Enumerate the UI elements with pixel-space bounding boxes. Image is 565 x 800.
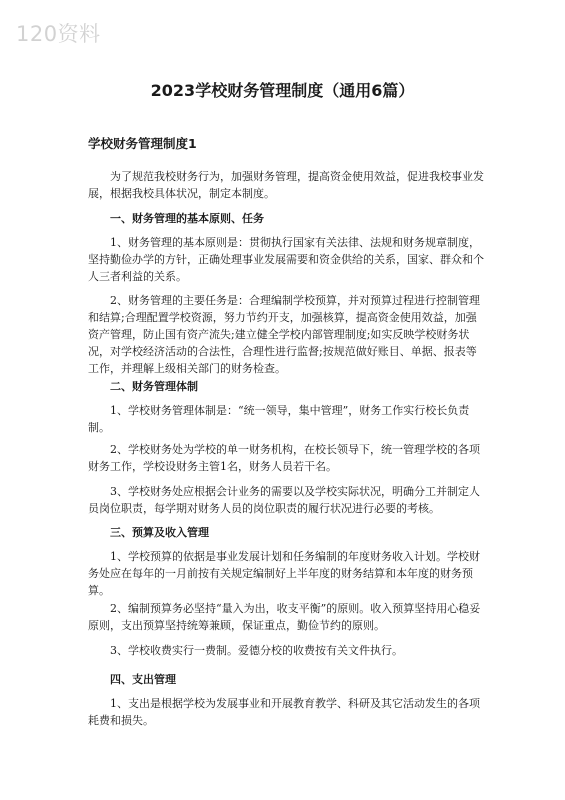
- paragraph-principles-1: 1、财务管理的基本原则是：贯彻执行国家有关法律、法规和财务规章制度，坚持勤俭办学的方针，正确处理事业发展需要和资金供给的关系，国家、群众和个人三者利益的关系。: [88, 236, 484, 283]
- paragraph-principles-2: 2、财务管理的主要任务是：合理编制学校预算，并对预算过程进行控制管理和结算;合理配置学校资源，努力节约开支，加强核算，提高资金使用效益，加强资产管理，防止国有资产流失;建立健全学校内部管理制度;如实反映学校财务状况，对学校经济活动的合法性，合理性进行监督;按规范做好账目、单据、报表等工作，并理解上级相关部门的财务检查。: [88, 294, 480, 375]
- heading-expenditure: 四、支出管理: [110, 673, 176, 686]
- document-title: 2023学校财务管理制度（通用6篇）: [150, 81, 415, 100]
- paragraph-system-3: 3、学校财务处应根据会计业务的需要以及学校实际状况，明确分工并制定人员岗位职责，每学期对财务人员的岗位职责的履行状况进行必要的考核。: [88, 485, 480, 515]
- paragraph-system-2: 2、学校财务处为学校的单一财务机构，在校长领导下，统一管理学校的各项财务工作，学校设财务主管1名，财务人员若干名。: [88, 443, 480, 473]
- section-title: 学校财务管理制度1: [88, 136, 197, 151]
- paragraph-budget-3: 3、学校收费实行一费制。爱德分校的收费按有关文件执行。: [110, 644, 403, 657]
- heading-budget: 三、预算及收入管理: [110, 526, 209, 539]
- paragraph-system-1: 1、学校财务管理体制是：“统一领导，集中管理”，财务工作实行校长负责制。: [88, 404, 470, 434]
- intro-paragraph: 为了规范我校财务行为，加强财务管理，提高资金使用效益，促进我校事业发展，根据我校具体状况，制定本制度。: [88, 170, 484, 200]
- heading-principles: 一、财务管理的基本原则、任务: [110, 212, 264, 225]
- paragraph-budget-1: 1、学校预算的依据是事业发展计划和任务编制的年度财务收入计划。学校财务处应在每年的一月前按有关规定编制好上半年度的财务结算和本年度的财务预算。: [88, 550, 480, 597]
- heading-system: 二、财务管理体制: [110, 380, 198, 393]
- watermark: 120资料: [16, 22, 101, 46]
- paragraph-budget-2: 2、编制预算务必坚持“量入为出，收支平衡”的原则。收入预算坚持用心稳妥原则，支出预算坚持统筹兼顾，保证重点，勤俭节约的原则。: [88, 602, 481, 632]
- paragraph-expenditure-1: 1、支出是根据学校为发展事业和开展教育教学、科研及其它活动发生的各项耗费和损失。: [88, 697, 480, 727]
